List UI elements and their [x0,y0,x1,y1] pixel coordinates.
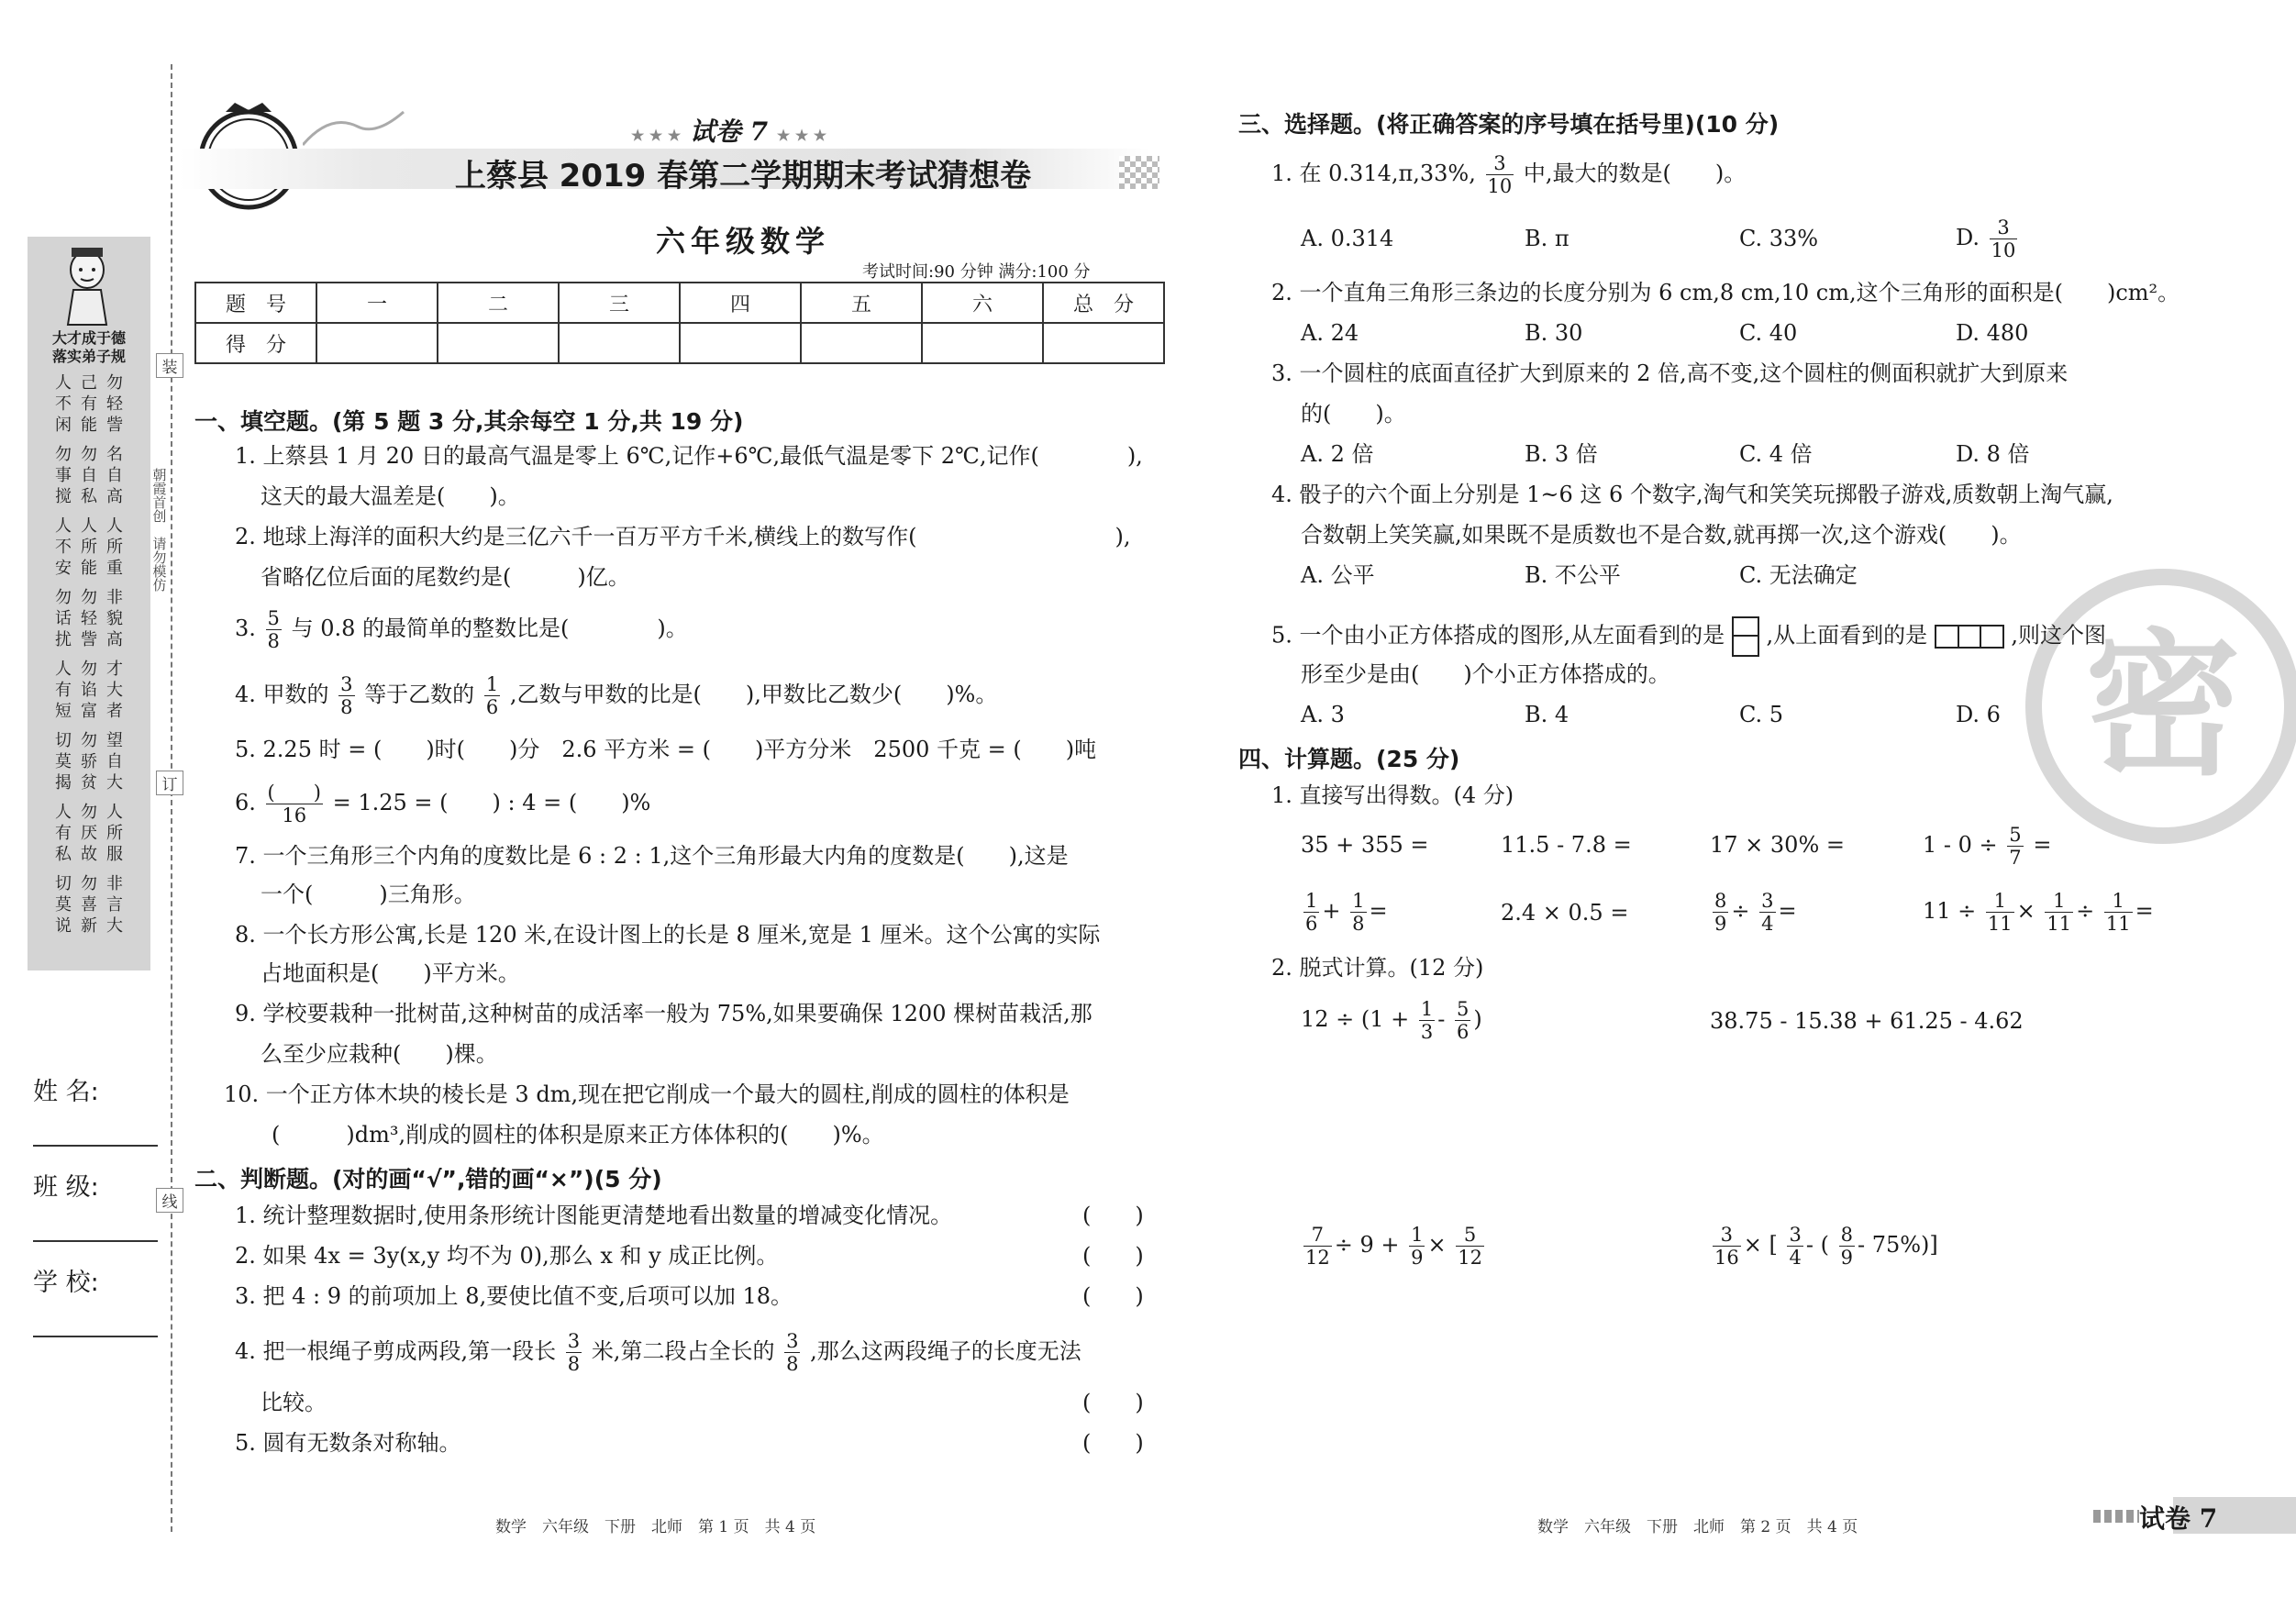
s3-q3-opt-d[interactable]: D. 8 倍 [1956,441,2030,467]
expr-3: $\frac{7}{12}$ ÷ 9 + $\frac{1}{9}$ × $\frac{5}{12}$ [1305,1224,1482,1269]
s3-q5-text-b: ,从上面看到的是 [1766,622,1928,649]
s3-q3-opt-b[interactable]: B. 3 倍 [1525,441,1598,467]
s3-q5-line2: 形至少是由( )个小正方体搭成的。 [1301,661,1670,687]
s2-q2-answer[interactable]: ( ) [1082,1243,1144,1269]
secret-stamp [2025,569,2296,844]
score-header-cell: 二 [438,283,559,323]
s2-q3-answer[interactable]: ( ) [1082,1283,1144,1309]
s1-q8-line1: 8. 一个长方形公寓,长是 120 米,在设计图上的长是 8 厘米,宽是 1 厘米。这个公寓的实际 [235,922,1101,948]
motto-column: 勿 喜 新 [81,874,97,936]
cut-label-ding: 订 [156,771,183,795]
motto-column: 切 莫 说 [55,874,72,936]
s1-q4-text-b: 等于乙数的 [364,682,475,707]
star-right-icon: ★ ★ ★ [776,127,827,144]
motto-column: 望 自 大 [106,731,123,793]
s3-q4-line1: 4. 骰子的六个面上分别是 1~6 这 6 个数字,淘气和笑笑玩掷骰子游戏,质数朝上淘气赢, [1271,482,2113,507]
class-field[interactable] [33,1240,158,1242]
motto-column: 勿 轻 訾 [106,373,123,435]
motto-column: 己 有 能 [81,373,97,435]
s2-q4-text-a: 4. 把一根绳子剪成两段,第一段长 [235,1338,557,1364]
s2-q4-answer[interactable]: ( ) [1082,1390,1144,1415]
s1-q2-line2: 省略亿位后面的尾数约是( )亿。 [261,564,630,590]
side-note [149,468,169,596]
s3-q3-opt-a[interactable]: A. 2 倍 [1301,441,1374,467]
s3-q5-text-c: ,则这个图 [2011,622,2106,649]
score-cell[interactable] [559,323,680,363]
motto-column: 勿 厌 故 [81,803,97,864]
paper-number-text: 试卷 7 [689,116,769,147]
score-header-cell: 总 分 [1043,283,1164,323]
motto-column: 勿 事 搅 [55,445,72,506]
motto-strip [28,237,150,970]
s1-q10-line2: ( )dm³,削成的圆柱的体积是原来正方体体积的( )%。 [272,1122,884,1148]
expr-4: $\frac{3}{16}$ × [ $\frac{3}{4}$ - ( $\frac{8}{9}$ - 75%)] [1714,1224,1938,1269]
cut-label-zhuang: 装 [156,353,183,378]
expr-2: 38.75 - 15.38 + 61.25 - 4.62 [1710,1008,2024,1034]
top-view-figure [1935,625,2004,649]
motto-column: 勿 轻 訾 [81,588,97,649]
s1-q9-line2: 么至少应栽种( )棵。 [261,1041,498,1067]
expr-1-text: 12 ÷ (1 + [1301,1006,1410,1032]
subject-title: 六年级数学 [655,224,830,259]
score-cell[interactable] [680,323,801,363]
side-note-text: 朝霞首创 请勿模仿 [150,468,168,592]
s3-q5-opt-a[interactable]: A. 3 [1301,702,1345,727]
fraction: $\frac{3}{4}$ [1761,890,1774,935]
calc-1: 35 + 355 = [1301,832,1429,858]
score-header-cell: 四 [680,283,801,323]
s3-q5-opt-b[interactable]: B. 4 [1525,702,1569,727]
calc-3: 17 × 30% = [1710,832,1845,858]
footer-tab [2091,1497,2296,1534]
motto-column: 切 莫 揭 [55,731,72,793]
checker-decoration [1119,156,1159,189]
name-field[interactable] [33,1145,158,1147]
motto-column: 勿 骄 贫 [81,731,97,793]
s1-q7-line2: 一个( )三角形。 [261,882,476,907]
s3-q1-opt-d[interactable] [1956,216,2020,261]
score-header-cell: 三 [559,283,680,323]
s1-q4 [235,673,997,718]
s3-q1-opt-a[interactable]: A. 0.314 [1301,226,1394,251]
s3-q5-opt-c[interactable]: C. 5 [1739,702,1784,727]
footer-tab-deco [2093,1510,2139,1523]
fraction: $\frac{3}{8}$ [340,673,353,718]
s1-q4-text-a: 4. 甲数的 [235,682,329,707]
fraction: $\frac{8}{9}$ [1840,1224,1853,1269]
s2-q1-answer[interactable]: ( ) [1082,1203,1144,1228]
s3-q4-opt-a[interactable]: A. 公平 [1301,562,1375,588]
s3-q4-opt-b[interactable]: B. 不公平 [1525,562,1621,588]
section4-heading: 四、计算题。(25 分) [1238,746,1460,772]
s2-q3: 3. 把 4 : 9 的前项加上 8,要使比值不变,后项可以加 18。 [235,1283,793,1309]
s3-q2-opt-d[interactable]: D. 480 [1956,320,2029,346]
motto-column: 非 貌 高 [106,588,123,649]
fraction: $\frac{3}{8}$ [567,1330,581,1375]
footer-left: 数学 六年级 下册 北师 第 1 页 共 4 页 [495,1518,816,1536]
s2-q2: 2. 如果 4x = 3y(x,y 均不为 0),那么 x 和 y 成正比例。 [235,1243,779,1269]
s2-q4 [235,1330,1081,1375]
score-header-cell: 五 [801,283,922,323]
score-cell[interactable] [922,323,1043,363]
calc-7: $\frac{8}{9}$ ÷ $\frac{3}{4}$ = [1714,890,1797,935]
calc-4 [1923,824,2051,869]
s3-q2-opt-c[interactable]: C. 40 [1739,320,1798,346]
motto-column: 人 所 服 [106,803,123,864]
motto-column: 人 有 私 [55,803,72,864]
fraction: $\frac{8}{9}$ [1714,890,1727,935]
s1-q5: 5. 2.25 时 = ( )时( )分 2.6 平方米 = ( )平方分米 2500 千克 = ( )吨 [235,737,1097,762]
score-cell[interactable] [316,323,438,363]
score-row-label: 得 分 [195,323,316,363]
motto-column: 人 有 短 [55,660,72,721]
fraction: $\frac{3}{16}$ [1714,1224,1739,1269]
fraction: $\frac{1}{11}$ [2105,890,2131,935]
s2-q4-text-b: 米,第二段占全长的 [591,1338,775,1364]
s3-q1 [1271,152,1746,197]
fraction: $\frac{1}{8}$ [1352,890,1365,935]
s2-q5-answer[interactable]: ( ) [1082,1430,1144,1456]
s1-q9-line1: 9. 学校要栽种一批树苗,这种树苗的成活率一般为 75%,如果要确保 1200 棵树苗栽活,那 [235,1001,1093,1026]
fraction: $\frac{1}{6}$ [1305,890,1318,935]
school-field[interactable] [33,1336,158,1337]
calc-4-eq: = [2033,832,2052,858]
class-label: 班 级: [33,1173,99,1202]
expr-1: 12 ÷ (1 + $\frac{1}{3}$ - $\frac{5}{6}$ ) [1301,998,1482,1043]
cut-dashed-line [171,64,172,1532]
calc-2: 11.5 - 7.8 = [1501,832,1632,858]
score-table [194,282,1165,364]
s1-q10-line1: 10. 一个正方体木块的棱长是 3 dm,现在把它削成一个最大的圆柱,削成的圆柱的体积是 [224,1081,1070,1107]
calc-8: 11 ÷ $\frac{1}{11}$ × $\frac{1}{11}$ ÷ $\frac{1}{11}$ = [1923,890,2154,935]
paper-number [631,112,826,149]
s3-q5-line1 [1271,616,2106,657]
cartoon-figure [55,244,119,327]
s1-q1-line2: 这天的最大温差是( )。 [261,483,520,509]
exam-info: 考试时间:90 分钟 满分:100 分 [862,262,1091,282]
footer-tab-text: 试卷 7 [2139,1503,2218,1534]
s1-q1-line1: 1. 上蔡县 1 月 20 日的最高气温是零上 6℃,记作+6℃,最低气温是零下 2℃,记作( ), [235,443,1143,469]
s1-q3-text: 与 0.8 的最简单的整数比是( )。 [291,616,688,641]
s3-q2-opt-a[interactable]: A. 24 [1301,320,1359,346]
motto-column: 人 不 闲 [55,373,72,435]
s3-q2: 2. 一个直角三角形三条边的长度分别为 6 cm,8 cm,10 cm,这个三角形的面积是( )cm²。 [1271,280,2180,305]
fraction: $\frac{5}{6}$ [1457,998,1470,1043]
motto-column: 非 言 大 [106,874,123,936]
fraction: $\frac{3}{8}$ [786,1330,799,1375]
section3-heading: 三、选择题。(将正确答案的序号填在括号里)(10 分) [1238,111,1780,138]
score-table-header-row [195,283,1164,323]
cartoon-caption-1: 大才成于德 [51,329,126,347]
s1-q6-number: 6. [235,790,256,815]
footer-right: 数学 六年级 下册 北师 第 2 页 共 4 页 [1537,1518,1858,1536]
score-header-cell: 题 号 [195,283,316,323]
fraction: $\frac{1}{9}$ [1411,1224,1424,1269]
s3-q3-line2: 的( )。 [1301,401,1406,427]
fraction: $\frac{5}{12}$ [1458,1224,1482,1269]
s3-q5-text-a: 5. 一个由小正方体搭成的图形,从左面看到的是 [1271,622,1725,649]
s3-q1-opt-c[interactable]: C. 33% [1739,226,1819,251]
star-left-icon: ★ ★ ★ [631,127,682,144]
calc-5: $\frac{1}{6}$ + $\frac{1}{8}$ = [1305,890,1388,935]
motto-column: 勿 自 私 [81,445,97,506]
exam-title: 上蔡县 2019 春第二学期期末考试猜想卷 [454,158,1032,194]
motto-column: 才 大 者 [106,660,123,721]
fraction: $\frac{7}{12}$ [1305,1224,1330,1269]
s2-q4-text-c: ,那么这两段绳子的长度无法 [810,1338,1081,1364]
s1-q6-text: = 1.25 = ( ) : 4 = ( )% [332,790,651,815]
s3-q4-line2: 合数朝上笑笑赢,如果既不是质数也不是合数,就再掷一次,这个游戏( )。 [1301,522,2022,548]
motto-column: 人 所 能 [81,516,97,578]
s3-q3-opt-c[interactable]: C. 4 倍 [1739,441,1813,467]
score-header-cell: 六 [922,283,1043,323]
s1-q3 [235,607,688,652]
section1-heading: 一、填空题。(第 5 题 3 分,其余每空 1 分,共 19 分) [194,408,744,435]
name-label: 姓 名: [33,1078,99,1106]
fraction: $\frac{3}{10}$ [1991,216,2016,261]
fraction: $\frac{1}{11}$ [1987,890,2013,935]
s2-q5: 5. 圆有无数条对称轴。 [235,1430,461,1456]
score-cell[interactable] [438,323,559,363]
school-label: 学 校: [33,1269,99,1297]
s3-q1-text-b: 中,最大的数是( )。 [1523,161,1747,186]
fraction: $\frac{( )}{16}$ [267,782,321,826]
cut-label-xian: 线 [156,1188,183,1213]
fraction: $\frac{3}{10}$ [1487,152,1513,197]
s2-q4-line2: 比较。 [261,1390,327,1415]
s3-q1-text-a: 1. 在 0.314,π,33%, [1271,161,1476,186]
s3-q2-opt-b[interactable]: B. 30 [1525,320,1583,346]
s3-q4-opt-c[interactable]: C. 无法确定 [1739,562,1858,588]
s1-q7-line1: 7. 一个三角形三个内角的度数比是 6 : 2 : 1,这个三角形最大内角的度数是( ),这是 [235,843,1069,869]
calc-6: 2.4 × 0.5 = [1501,900,1629,926]
s3-q5-opt-d[interactable]: D. 6 [1956,702,2001,727]
score-header-cell: 一 [316,283,438,323]
motto-column: 勿 话 扰 [55,588,72,649]
left-view-figure [1732,616,1759,657]
score-cell[interactable] [801,323,922,363]
s1-q6 [235,782,650,826]
ribbon-decoration [303,108,413,149]
fraction: $\frac{3}{4}$ [1789,1224,1802,1269]
calc-4-text: 1 - 0 ÷ [1923,832,1998,858]
fraction: $\frac{5}{8}$ [267,607,280,652]
s3-q1-opt-b[interactable]: B. π [1525,226,1569,251]
s4-sub1: 1. 直接写出得数。(4 分) [1271,782,1514,808]
motto-column: 人 不 安 [55,516,72,578]
fraction: $\frac{1}{6}$ [485,673,499,718]
cartoon-caption-2: 落实弟子规 [51,348,126,365]
fraction: $\frac{5}{7}$ [2009,824,2022,869]
fraction: $\frac{1}{11}$ [2046,890,2072,935]
s3-q1-opt-d-label: D. [1956,225,1980,250]
motto-column: 勿 谄 富 [81,660,97,721]
fraction: $\frac{1}{3}$ [1420,998,1434,1043]
s1-q8-line2: 占地面积是( )平方米。 [261,960,520,986]
score-cell[interactable] [1043,323,1164,363]
score-table-score-row [195,323,1164,363]
s1-q4-text-c: ,乙数与甲数的比是( ),甲数比乙数少( )%。 [509,682,998,707]
section2-heading: 二、判断题。(对的画“√”,错的画“×”)(5 分) [194,1166,662,1192]
secret-stamp-char: 密 [2084,616,2241,797]
s1-q3-number: 3. [235,616,256,641]
s4-sub2: 2. 脱式计算。(12 分) [1271,955,1484,981]
motto-column: 名 自 高 [106,445,123,506]
motto-column: 人 所 重 [106,516,123,578]
s2-q1: 1. 统计整理数据时,使用条形统计图能更清楚地看出数量的增减变化情况。 [235,1203,953,1228]
s1-q2-line1: 2. 地球上海洋的面积大约是三亿六千一百万平方千米,横线上的数写作( ), [235,524,1131,549]
s3-q3-line1: 3. 一个圆柱的底面直径扩大到原来的 2 倍,高不变,这个圆柱的侧面积就扩大到原来 [1271,360,2069,386]
